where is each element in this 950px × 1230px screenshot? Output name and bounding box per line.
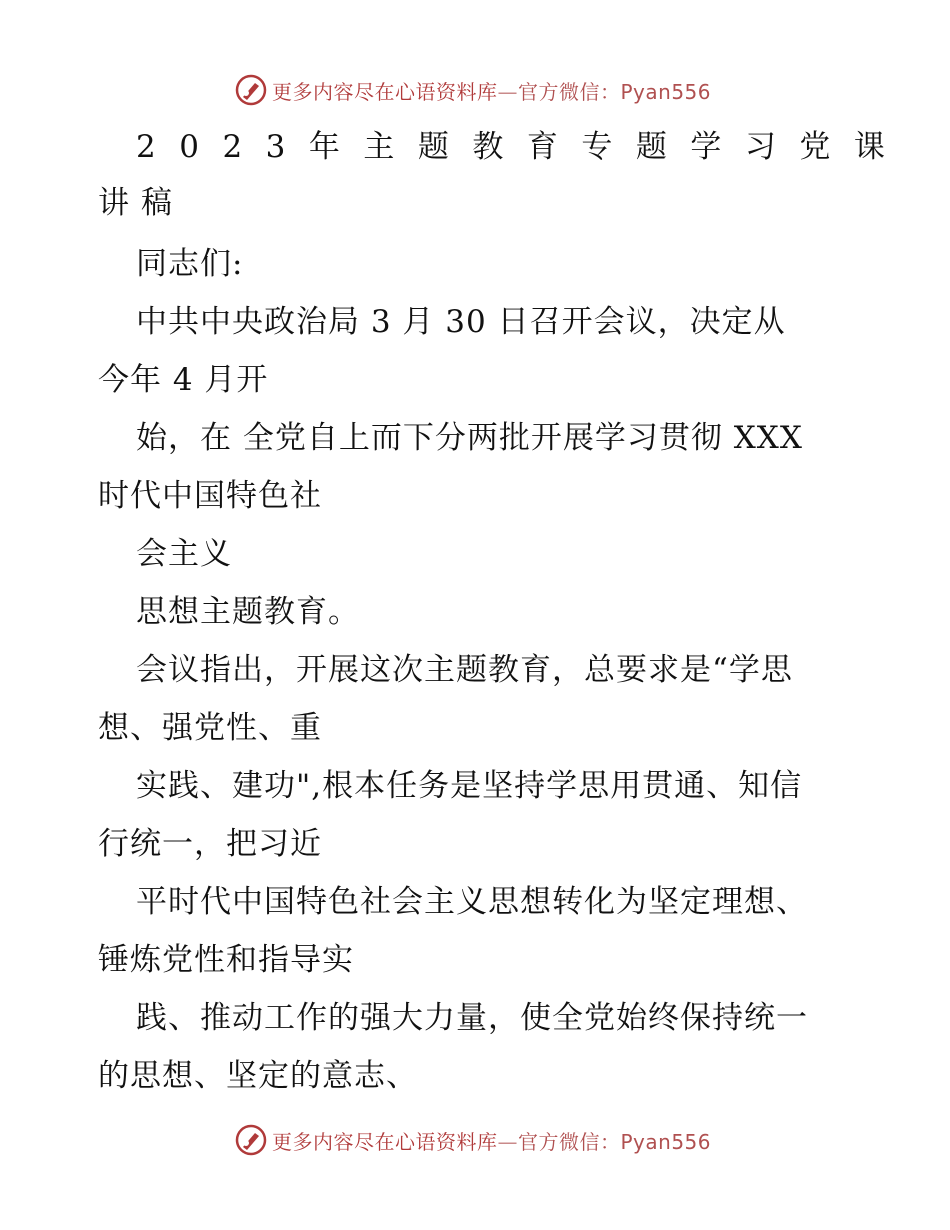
watermark-main-text: 更多内容尽在心语资料库 [272, 79, 498, 104]
paragraph-line: 平时代中国特色社会主义思想转化为坚定理想、 [136, 884, 808, 920]
pen-circle-logo-icon [234, 73, 268, 107]
watermark-text [272, 1126, 711, 1155]
paragraph-line: 锤炼党性和指导实 [98, 942, 354, 978]
watermark-separator: — [497, 1129, 518, 1154]
watermark-wechat-text: 官方微信：Pyan556 [518, 79, 712, 104]
paragraph-line: 会主义 [136, 536, 232, 572]
paragraph-line: 会议指出，开展这次主题教育，总要求是“学思 [136, 652, 793, 688]
paragraph-line: 同志们: [136, 246, 244, 282]
paragraph-line: 的思想、坚定的意志、 [98, 1058, 418, 1094]
paragraph-line: 始，在 全党自上而下分两批开展学习贯彻 XXX [136, 420, 803, 456]
paragraph-line: 时代中国特色社 [98, 478, 322, 514]
watermark-separator: — [497, 79, 518, 104]
paragraph-line: 想、强党性、重 [98, 710, 322, 746]
watermark-text [272, 76, 711, 105]
footer-watermark [234, 1123, 711, 1157]
paragraph-line: 思想主题教育。 [136, 594, 360, 630]
paragraph-line: 实践、建功",根本任务是坚持学思用贯通、知信 [136, 768, 803, 804]
watermark-wechat-text: 官方微信：Pyan556 [518, 1129, 712, 1154]
header-watermark [234, 73, 711, 107]
paragraph-line: 践、推动工作的强大力量，使全党始终保持统一 [136, 1000, 808, 1036]
pen-circle-logo-icon [234, 1123, 268, 1157]
paragraph-line: 行统一，把习近 [98, 826, 322, 862]
document-title-line-1: 2023年主题教育专题学习党课 [136, 129, 909, 165]
document-title-line-2: 讲稿 [98, 185, 184, 221]
paragraph-line: 中共中央政治局 3 月 30 日召开会议，决定从 [136, 304, 786, 340]
watermark-main-text: 更多内容尽在心语资料库 [272, 1129, 498, 1154]
paragraph-line: 今年 4 月开 [98, 362, 269, 398]
